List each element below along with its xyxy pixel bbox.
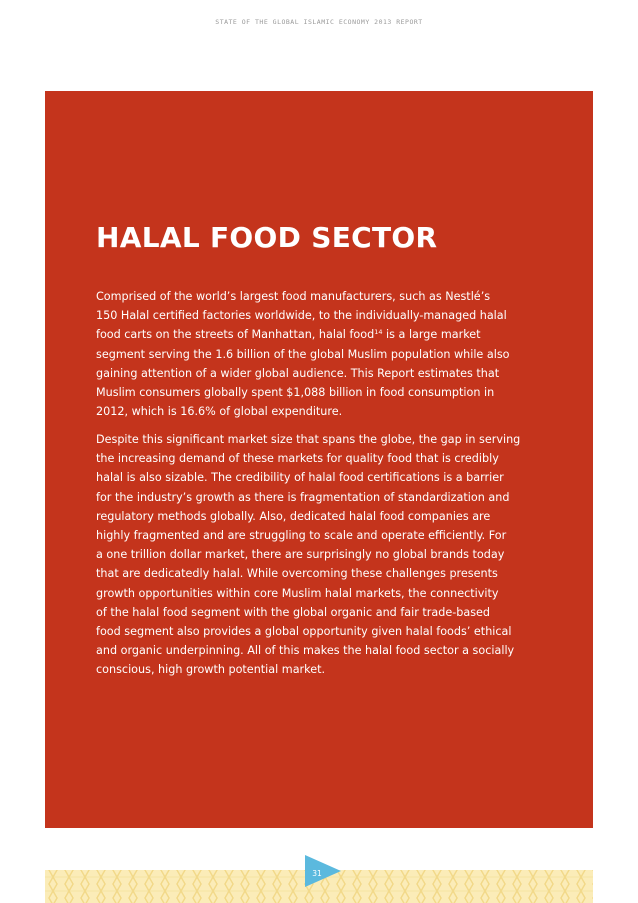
text-line: conscious, high growth potential market. — [96, 663, 326, 677]
text-line: 2012, which is 16.6% of global expenditure. — [96, 405, 343, 419]
text-line: gaining attention of a wider global audience. This Report estimates that — [96, 366, 500, 380]
text-line: Comprised of the world’s largest food manufacturers, such as Nestlé’s — [96, 290, 491, 303]
text-line — [96, 325, 548, 344]
text-line: 150 Halal certified factories worldwide, to the individually-managed halal — [96, 309, 507, 323]
page-number-badge — [305, 855, 341, 887]
text-line: growth opportunities within core Muslim halal markets, the connectivity — [96, 586, 499, 600]
footnote-reference: 14 — [374, 328, 383, 337]
text-line: highly fragmented and are struggling to scale and operate efficiently. For — [96, 529, 507, 543]
text-line: food segment also provides a global opportunity given halal foods’ ethical — [96, 625, 512, 639]
text-segment: food carts on the streets of Manhattan, halal food — [96, 328, 375, 342]
section-title: HALAL FOOD SECTOR — [96, 221, 438, 254]
text-line: regulatory methods globally. Also, dedicated halal food companies are — [96, 509, 491, 523]
text-line: that are dedicatedly halal. While overcoming these challenges presents — [96, 567, 498, 581]
content-panel — [45, 91, 593, 828]
body-paragraph-2 — [96, 430, 548, 680]
text-line: Muslim consumers globally spent $1,088 billion in food consumption in — [96, 386, 495, 400]
running-header: STATE OF THE GLOBAL ISLAMIC ECONOMY 2013 REPORT — [215, 18, 423, 26]
text-line: halal is also sizable. The credibility of halal food certifications is a barrier — [96, 471, 504, 485]
text-line: segment serving the 1.6 billion of the global Muslim population while also — [96, 347, 510, 361]
text-segment: is a large market — [382, 328, 481, 342]
text-line: of the halal food segment with the global organic and fair trade-based — [96, 605, 491, 619]
body-paragraph-1 — [96, 287, 548, 421]
page-number: 31 — [312, 869, 322, 878]
text-line: a one trillion dollar market, there are surprisingly no global brands today — [96, 548, 505, 562]
text-line: the increasing demand of these markets for quality food that is credibly — [96, 452, 499, 466]
text-line: and organic underpinning. All of this makes the halal food sector a socially — [96, 644, 515, 658]
text-line: for the industry’s growth as there is fragmentation of standardization and — [96, 490, 510, 504]
text-line: Despite this significant market size that spans the globe, the gap in serving — [96, 433, 521, 446]
